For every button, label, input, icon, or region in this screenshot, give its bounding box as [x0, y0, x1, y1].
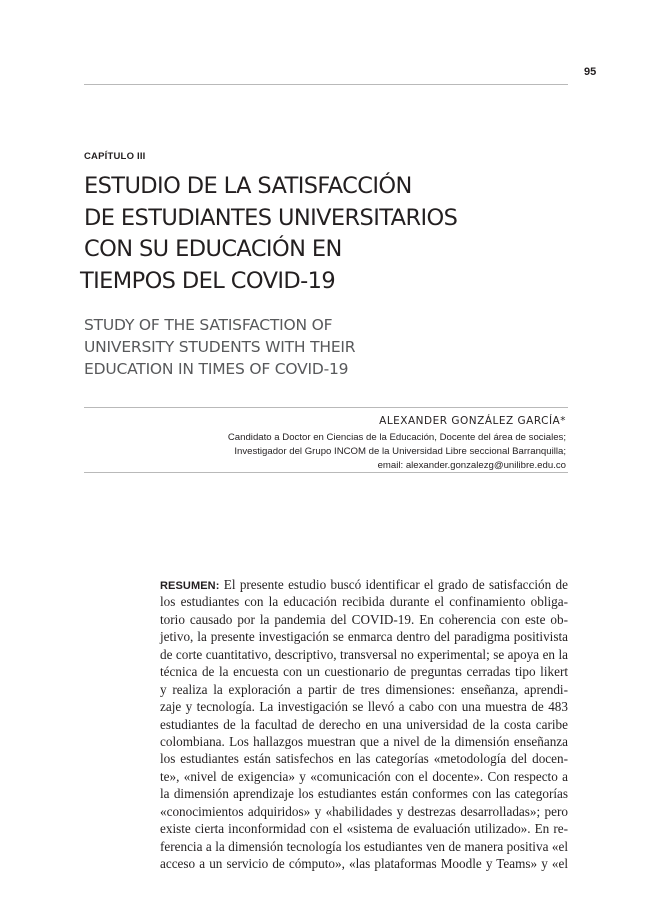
abstract	[160, 576, 568, 872]
author-email: email: alexander.gonzalezg@unilibre.edu.co	[377, 460, 566, 471]
author-bottom-rule	[84, 472, 568, 473]
abstract-line: zaje y tecnología. La investigación se llevó a cabo con una muestra de 483	[160, 699, 568, 715]
header-rule	[84, 84, 568, 85]
author-top-rule	[84, 407, 568, 408]
abstract-line: ferencia a la dimensión tecnología los estudiantes ven de manera positiva «el	[160, 838, 568, 854]
author-affiliation-line: Investigador del Grupo INCOM de la Universidad Libre seccional Barranquilla;	[234, 446, 566, 457]
abstract-line: «conocimientos adquiridos» y «habilidades y destrezas desarrolladas»; pero	[160, 803, 568, 819]
author-affiliation-line: Candidato a Doctor en Ciencias de la Educación, Docente del área de sociales;	[227, 432, 566, 443]
abstract-line: de corte cuantitativo, descriptivo, transversal no experimental; se apoya en la	[160, 646, 568, 662]
author-name: ALEXANDER GONZÁLEZ GARCÍA*	[379, 415, 566, 427]
title-en-line: UNIVERSITY STUDENTS WITH THEIR	[84, 338, 356, 356]
chapter-title-spanish	[80, 171, 564, 297]
abstract-line: los estudiantes están satisfechos en las categorías «metodología del docen-	[160, 751, 568, 767]
chapter-title-english	[84, 314, 564, 380]
abstract-line: la dimensión aprendizaje los estudiantes están conformes con las categorías	[160, 786, 568, 802]
abstract-line: acceso a un servicio de cómputo», «las plataformas Moodle y Teams» y «el	[160, 856, 568, 871]
abstract-line: técnica de la encuesta con un cuestionario de preguntas cerradas tipo likert	[160, 664, 568, 680]
author-block	[86, 413, 566, 473]
abstract-line: jetivo, la presente investigación se enmarca dentro del paradigma positivista	[160, 629, 568, 645]
title-es-line: TIEMPOS DEL COVID-19	[80, 267, 336, 294]
abstract-line: te», «nivel de exigencia» y «comunicación con el docente». Con respecto a	[160, 768, 568, 784]
abstract-line: colombiana. Los hallazgos muestran que a nivel de la dimensión enseñanza	[160, 733, 568, 749]
abstract-line: estudiantes de la facultad de derecho en una universidad de la costa caribe	[160, 716, 568, 732]
chapter-label: CAPÍTULO III	[84, 151, 146, 162]
abstract-first-line-text: El presente estudio buscó identificar el grado de satisfacción de	[219, 577, 568, 592]
abstract-line: y realiza la exploración a partir de tres dimensiones: enseñanza, aprendi-	[160, 681, 568, 697]
abstract-label: RESUMEN:	[160, 580, 220, 592]
title-es-line: DE ESTUDIANTES UNIVERSITARIOS	[84, 204, 458, 231]
page-number: 95	[584, 66, 597, 78]
title-en-line: STUDY OF THE SATISFACTION OF	[84, 316, 333, 334]
title-es-line: ESTUDIO DE LA SATISFACCIÓN	[84, 173, 412, 199]
abstract-line: existe cierta inconformidad con el «sistema de evaluación utilizado». En re-	[160, 821, 568, 837]
abstract-line	[160, 576, 568, 593]
title-en-line: EDUCATION IN TIMES OF COVID-19	[84, 360, 349, 378]
abstract-line: los estudiantes con la educación recibida durante el confinamiento obliga-	[160, 594, 568, 610]
title-es-line: CON SU EDUCACIÓN EN	[84, 236, 342, 262]
abstract-line: torio causado por la pandemia del COVID-19. En coherencia con este ob-	[160, 611, 568, 627]
